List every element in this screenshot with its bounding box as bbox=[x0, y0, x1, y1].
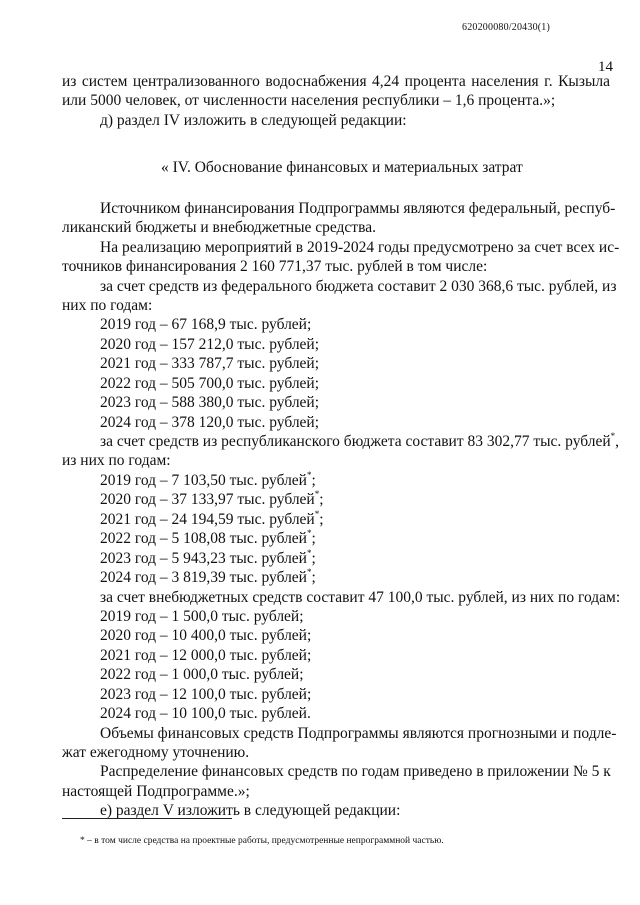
list-item: 2020 год – 37 133,97 тыс. рублей*; bbox=[100, 489, 324, 509]
page-number: 14 bbox=[598, 59, 613, 75]
list-item: 2021 год – 333 787,7 тыс. рублей; bbox=[100, 355, 320, 373]
paragraph-line: из них по годам: bbox=[62, 452, 171, 470]
paragraph-line: точников финансирования 2 160 771,37 тыс. рублей в том числе: bbox=[62, 258, 488, 276]
list-item: 2019 год – 67 168,9 тыс. рублей; bbox=[100, 316, 312, 334]
list-item: 2023 год – 588 380,0 тыс. рублей; bbox=[100, 394, 320, 412]
footnote-divider bbox=[62, 818, 232, 819]
paragraph-line: ликанский бюджеты и внебюджетные средства. bbox=[62, 219, 376, 237]
list-item: 2020 год – 10 400,0 тыс. рублей; bbox=[100, 627, 312, 645]
paragraph-line: жат ежегодному уточнению. bbox=[62, 744, 250, 761]
list-item: 2020 год – 157 212,0 тыс. рублей; bbox=[100, 335, 320, 353]
paragraph-line: Источником финансирования Подпрограммы являются федеральный, респуб- bbox=[100, 199, 616, 217]
footnote-ref: * bbox=[610, 431, 616, 441]
list-item: 2019 год – 1 500,0 тыс. рублей; bbox=[100, 607, 304, 625]
list-item: 2019 год – 7 103,50 тыс. рублей*; bbox=[100, 469, 316, 489]
footnote-text: – в том числе средства на проектные работы, предусмотренные непрограммной частью. bbox=[84, 836, 444, 846]
paragraph-line: за счет внебюджетных средств составит 47 100,0 тыс. рублей, из них по годам: bbox=[100, 588, 621, 606]
paragraph-line: Объемы финансовых средств Подпрограммы являются прогнозными и подле- bbox=[100, 724, 617, 742]
paragraph-line: за счет средств из федерального бюджета составит 2 030 368,6 тыс. рублей, из bbox=[100, 277, 617, 295]
paragraph-line: настоящей Подпрограмме.»; bbox=[62, 782, 250, 800]
footnote-mark: * bbox=[80, 836, 85, 846]
paragraph-line: них по годам: bbox=[62, 296, 153, 314]
list-item: 2022 год – 505 700,0 тыс. рублей; bbox=[100, 374, 320, 392]
section-heading: « IV. Обоснование финансовых и материальных затрат bbox=[161, 159, 523, 177]
paragraph-line: Распределение финансовых средств по годам приведено в приложении № 5 к bbox=[100, 763, 611, 781]
list-item: 2022 год – 5 108,08 тыс. рублей*; bbox=[100, 528, 316, 548]
footnote-ref: * bbox=[306, 567, 312, 578]
paragraph-line: за счет средств из республиканского бюджета составит 83 302,77 тыс. рублей*, bbox=[100, 431, 620, 450]
list-item: 2023 год – 5 943,23 тыс. рублей*; bbox=[100, 547, 316, 567]
paragraph-line: е) раздел V изложить в следующей редакции: bbox=[100, 802, 401, 820]
list-item: 2023 год – 12 100,0 тыс. рублей; bbox=[100, 685, 312, 703]
footnote-ref: * bbox=[306, 469, 312, 480]
list-item: 2021 год – 12 000,0 тыс. рублей; bbox=[100, 646, 312, 664]
list-item: 2024 год – 378 120,0 тыс. рублей; bbox=[100, 413, 320, 431]
footnote-ref: * bbox=[314, 489, 320, 500]
paragraph-line: На реализацию мероприятий в 2019-2024 годы предусмотрено за счет всех ис- bbox=[100, 238, 620, 256]
footnote-ref: * bbox=[314, 508, 320, 519]
paragraph-line: или 5000 человек, от численности населения республики – 1,6 процента.»; bbox=[62, 92, 556, 110]
footnote bbox=[80, 836, 444, 846]
list-item: 2021 год – 24 194,59 тыс. рублей*; bbox=[100, 508, 324, 528]
list-item: 2024 год – 3 819,39 тыс. рублей*; bbox=[100, 567, 316, 587]
document-id: 620200080/20430(1) bbox=[462, 22, 551, 33]
document-body bbox=[62, 72, 621, 821]
paragraph-line: д) раздел IV изложить в следующей редакции: bbox=[100, 111, 407, 129]
paragraph-line: из систем централизованного водоснабжения 4,24 процента населения г. Кызыла bbox=[62, 73, 610, 90]
list-item: 2024 год – 10 100,0 тыс. рублей. bbox=[100, 705, 311, 723]
list-item: 2022 год – 1 000,0 тыс. рублей; bbox=[100, 666, 304, 684]
footnote-ref: * bbox=[306, 547, 312, 558]
footnote-ref: * bbox=[306, 528, 312, 539]
